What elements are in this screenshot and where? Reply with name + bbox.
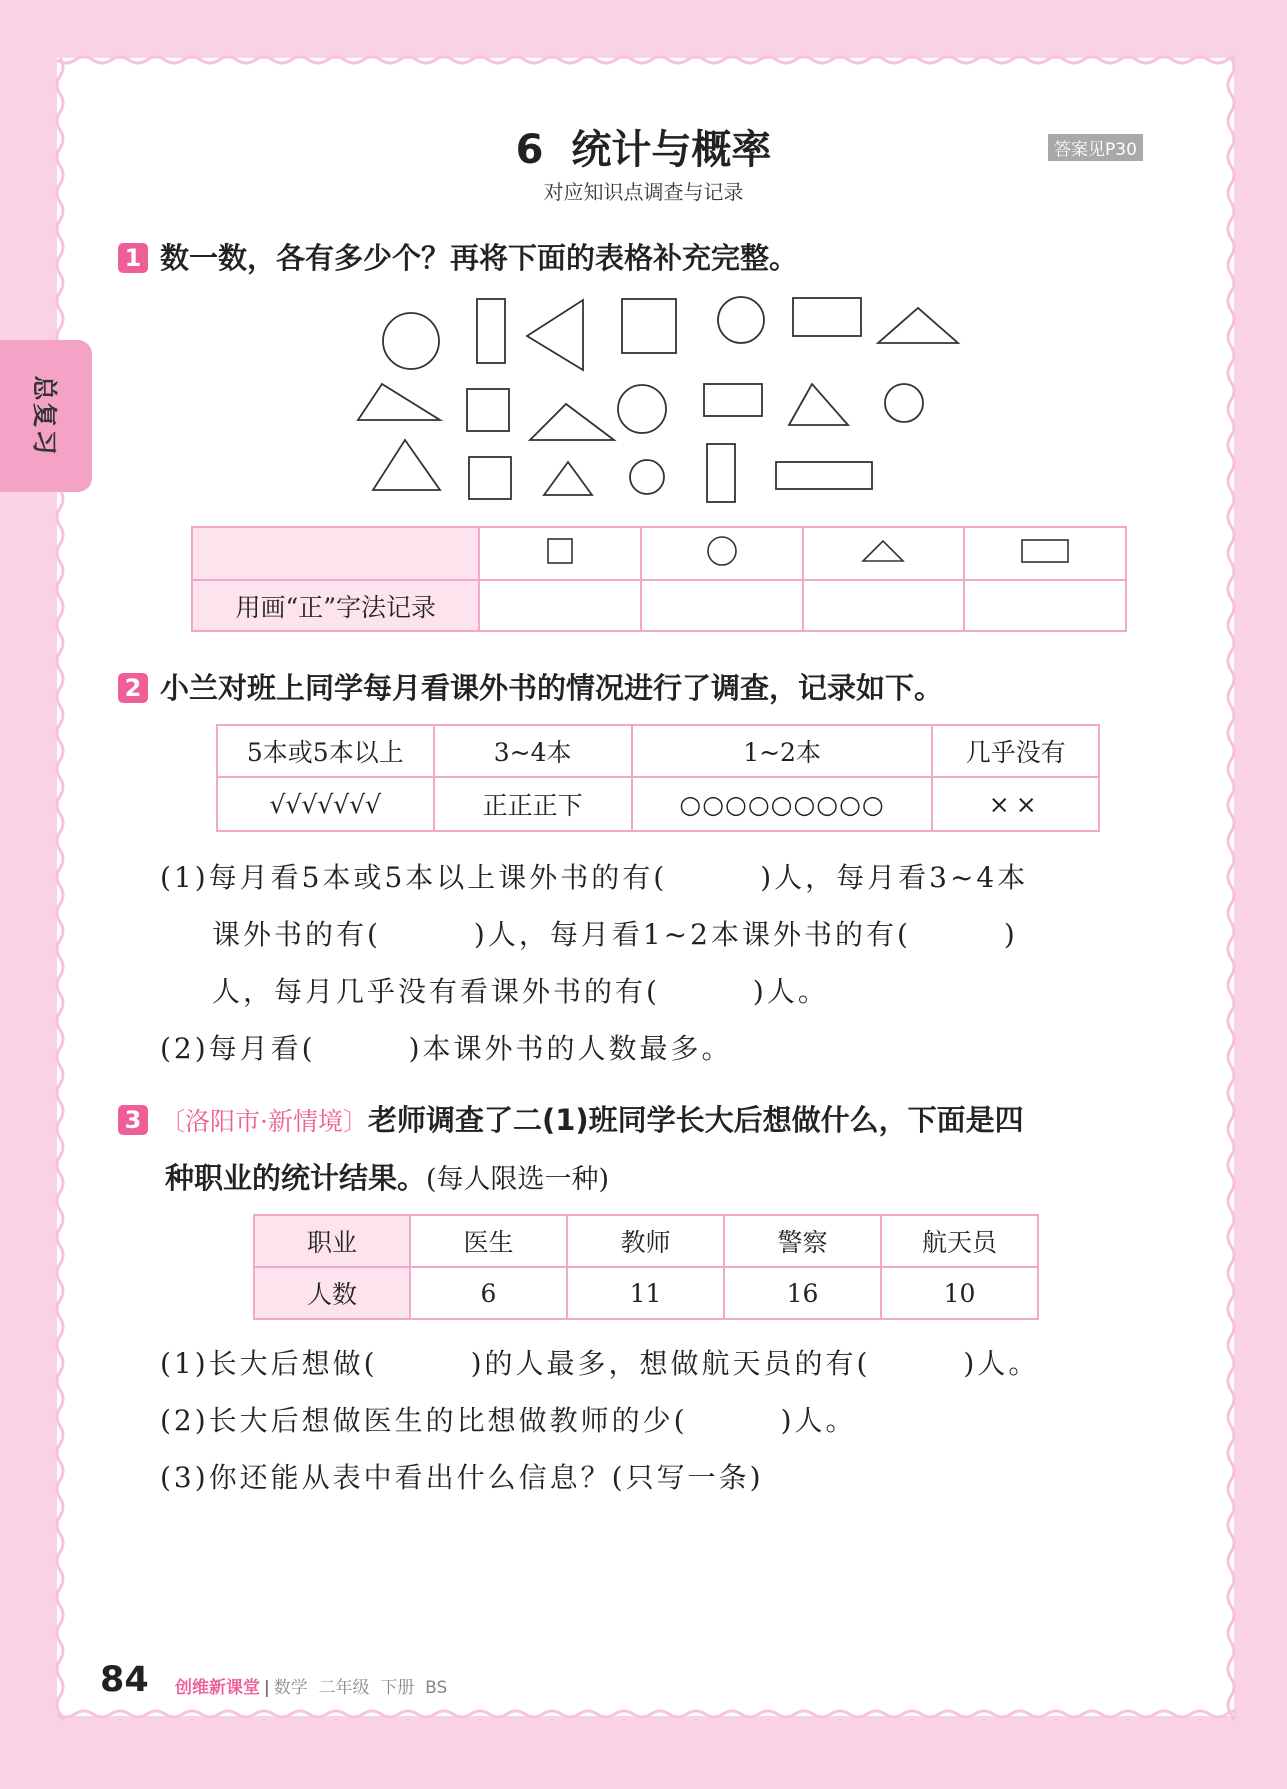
q3-heading-line2 xyxy=(165,1156,609,1197)
circle-icon xyxy=(705,534,739,568)
q2-record-row xyxy=(217,777,1099,831)
circle-shape xyxy=(383,313,439,369)
q3-job-cell: 航天员 xyxy=(881,1215,1038,1267)
q1-shapes-figure xyxy=(0,0,1287,520)
square-shape xyxy=(467,389,509,431)
q2-part1-line2: 课外书的有( )人，每月看1~2本课外书的有( ) xyxy=(212,918,1018,951)
q2-part1-line3: 人，每月几乎没有看课外书的有( )人。 xyxy=(212,975,829,1008)
triangle-icon xyxy=(861,538,905,564)
answer-reference-badge: 答案见P30 xyxy=(1048,134,1143,161)
circle-shape xyxy=(618,385,666,433)
footer-grade: 二年级 xyxy=(318,1678,370,1698)
q2-header-cell: 几乎没有 xyxy=(932,725,1099,777)
q1-answer-cell[interactable] xyxy=(803,580,965,631)
triangle-shape xyxy=(373,440,440,490)
q2-part1-line1: (1)每月看5本或5本以上课外书的有( )人，每月看3~4本 xyxy=(160,861,1029,894)
rectangle-shape xyxy=(793,298,861,336)
rectangle-shape xyxy=(776,462,872,489)
q1-tally-row xyxy=(192,580,1126,631)
q3-count-cell: 6 xyxy=(410,1267,567,1319)
triangle-shape xyxy=(527,300,583,370)
q2-number-badge: 2 xyxy=(118,673,148,703)
q3-number-badge: 3 xyxy=(118,1105,148,1135)
q3-source-tag: 〔洛阳市·新情境〕 xyxy=(160,1107,368,1136)
rectangle-shape xyxy=(704,384,762,416)
square-shape xyxy=(469,457,511,499)
q3-prompt-note: (每人限选一种) xyxy=(426,1164,610,1195)
q3-heading xyxy=(118,1098,1024,1139)
q1-answer-cell[interactable] xyxy=(641,580,803,631)
circle-shape xyxy=(885,384,923,422)
triangle-shape xyxy=(878,308,958,343)
q3-job-cell: 警察 xyxy=(724,1215,881,1267)
q3-job-cell: 教师 xyxy=(567,1215,724,1267)
triangle-shape xyxy=(544,462,592,495)
q2-prompt: 小兰对班上同学每月看课外书的情况进行了调查，记录如下。 xyxy=(160,671,944,705)
square-icon xyxy=(545,536,575,566)
q1-shape-header-row xyxy=(192,527,1126,580)
rectangle-shape xyxy=(477,299,505,363)
q3-job-cell: 医生 xyxy=(410,1215,567,1267)
q3-prompt-line1: 老师调查了二(1)班同学长大后想做什么，下面是四 xyxy=(367,1103,1024,1137)
q3-count-cell: 11 xyxy=(567,1267,724,1319)
circle-shape xyxy=(630,460,664,494)
rectangle-shape xyxy=(707,444,735,502)
footer-subject: 数学 xyxy=(273,1678,308,1698)
q1-answer-cell[interactable] xyxy=(479,580,641,631)
side-tab-label: 总复习 xyxy=(30,375,59,457)
q3-count-row-label: 人数 xyxy=(254,1267,410,1319)
q2-record-cell: ○○○○○○○○○ xyxy=(632,777,933,831)
q3-career-table xyxy=(253,1214,1039,1320)
square-shape xyxy=(622,299,676,353)
q3-part3: (3)你还能从表中看出什么信息？(只写一条) xyxy=(160,1461,764,1494)
footer-edition: BS xyxy=(425,1678,448,1698)
q1-number-badge: 1 xyxy=(118,243,148,273)
q2-record-cell: ×× xyxy=(932,777,1099,831)
q2-header-cell: 1~2本 xyxy=(632,725,933,777)
q3-prompt-line2: 种职业的统计结果。 xyxy=(165,1161,427,1195)
q1-tally-row-label: 用画“正”字法记录 xyxy=(192,580,479,631)
q2-heading xyxy=(118,666,943,707)
q1-triangle-column xyxy=(803,527,965,580)
circle-shape xyxy=(718,297,764,343)
footer-volume: 下册 xyxy=(380,1678,415,1698)
q2-header-cell: 5本或5本以上 xyxy=(217,725,434,777)
q1-rectangle-column xyxy=(964,527,1126,580)
q1-answer-cell[interactable] xyxy=(964,580,1126,631)
q3-part2: (2)长大后想做医生的比想做教师的少( )人。 xyxy=(160,1404,857,1437)
page-title: 6 统计与概率 xyxy=(515,127,772,173)
q2-header-cell: 3~4本 xyxy=(434,725,632,777)
q1-tally-table xyxy=(191,526,1127,632)
rectangle-icon xyxy=(1019,537,1071,565)
q1-corner-cell xyxy=(192,527,479,580)
footer-brand-line: 创维新课堂 | 数学 二年级 下册 BS xyxy=(175,1678,448,1698)
triangle-shape xyxy=(789,384,848,425)
q3-part1: (1)长大后想做( )的人最多，想做航天员的有( )人。 xyxy=(160,1347,1040,1380)
q2-header-row xyxy=(217,725,1099,777)
q3-count-row xyxy=(254,1267,1038,1319)
q3-job-row-label: 职业 xyxy=(254,1215,410,1267)
q1-square-column xyxy=(479,527,641,580)
q3-job-row xyxy=(254,1215,1038,1267)
q1-circle-column xyxy=(641,527,803,580)
page-subtitle: 对应知识点调查与记录 xyxy=(543,180,744,204)
q1-prompt: 数一数，各有多少个？再将下面的表格补充完整。 xyxy=(160,241,799,275)
triangle-shape xyxy=(358,384,440,420)
triangle-shape xyxy=(530,404,614,440)
q2-part2: (2)每月看( )本课外书的人数最多。 xyxy=(160,1032,733,1065)
page-number: 84 xyxy=(100,1660,149,1700)
q2-record-cell: √√√√√√√ xyxy=(217,777,434,831)
q2-record-cell: 正正正下 xyxy=(434,777,632,831)
q3-count-cell: 16 xyxy=(724,1267,881,1319)
q2-survey-table xyxy=(216,724,1100,832)
footer-brand: 创维新课堂 xyxy=(175,1678,260,1698)
q3-count-cell: 10 xyxy=(881,1267,1038,1319)
